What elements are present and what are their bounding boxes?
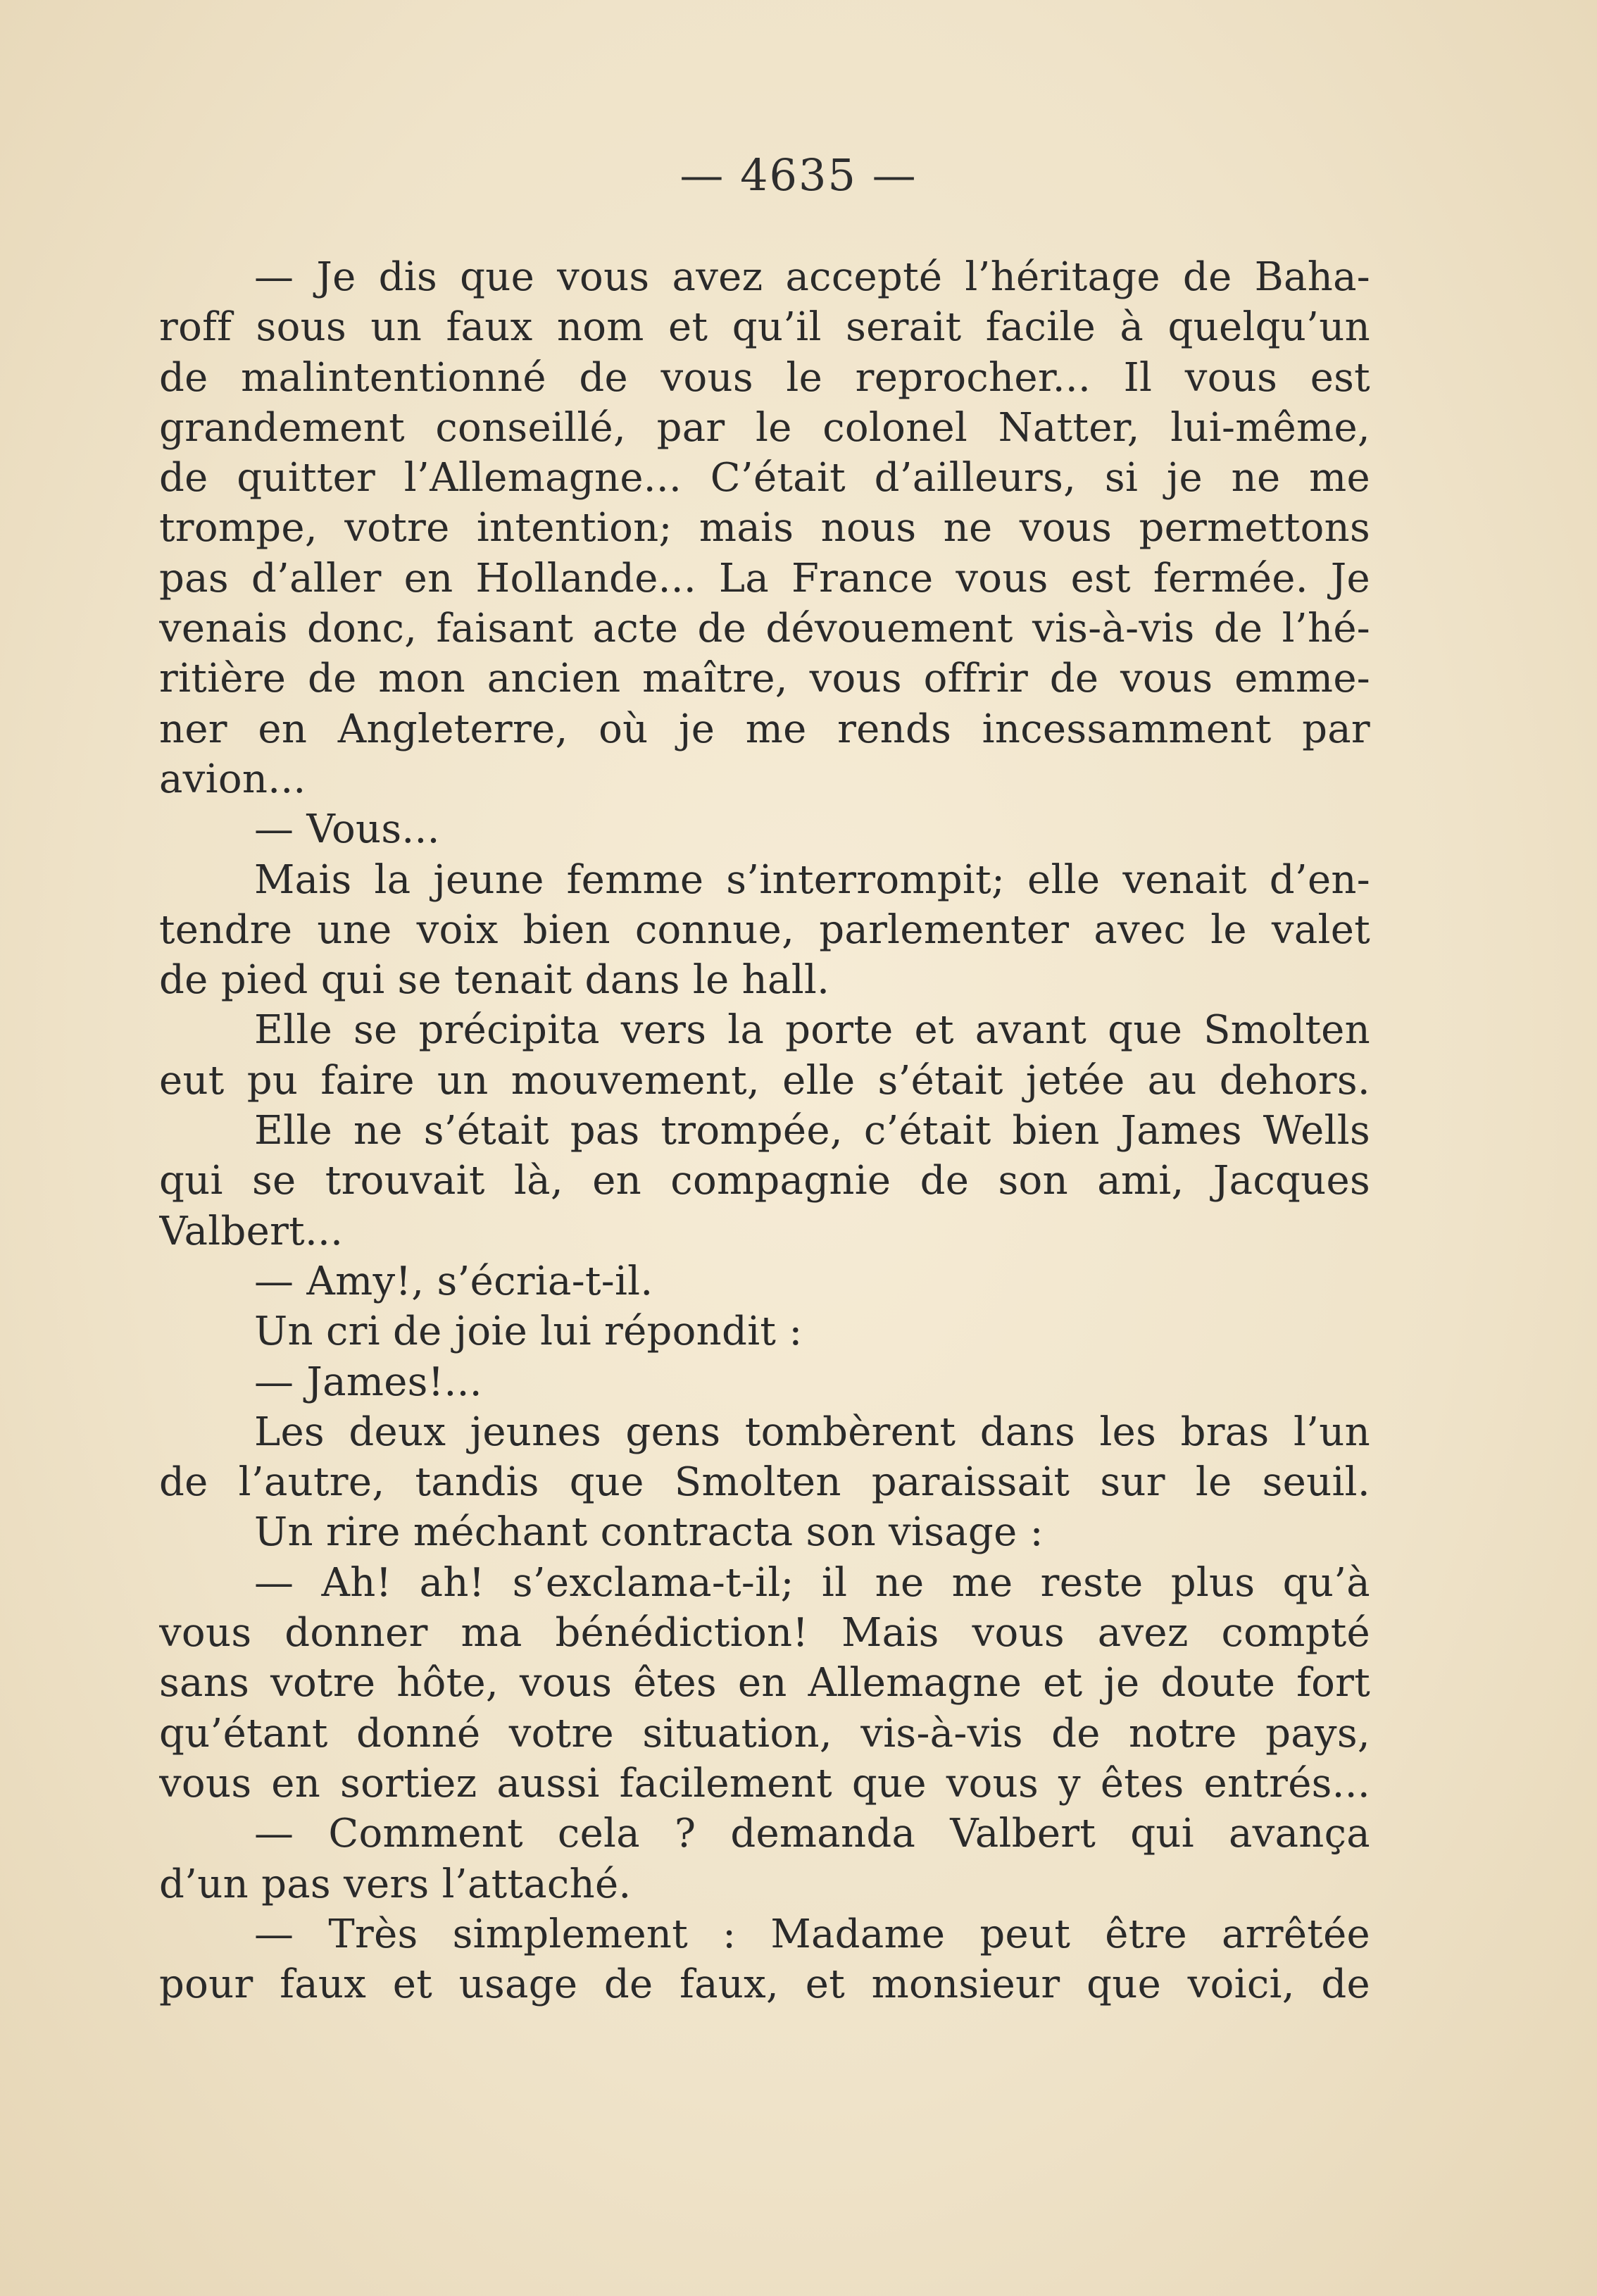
- text-line: — James!...: [254, 1359, 482, 1405]
- text-line: qu’étant donné votre situation, vis-à-vis de notre pays,: [159, 1710, 1370, 1757]
- text-line: Les deux jeunes gens tombèrent dans les bras l’un: [254, 1409, 1370, 1455]
- text-line: eut pu faire un mouvement, elle s’était jetée au dehors.: [159, 1057, 1370, 1104]
- text-line: pour faux et usage de faux, et monsieur que voici, de: [159, 1961, 1370, 2008]
- text-line: pas d’aller en Hollande... La France vous est fermée. Je: [159, 555, 1370, 601]
- text-line: — Ah! ah! s’exclama-t-il; il ne me reste plus qu’à: [254, 1559, 1370, 1606]
- text-line: avion...: [159, 756, 306, 802]
- text-line: Valbert...: [159, 1208, 344, 1254]
- text-line: qui se trouvait là, en compagnie de son ami, Jacques: [159, 1158, 1370, 1204]
- text-line: de malintentionné de vous le reprocher... Il vous est: [159, 354, 1370, 401]
- text-line: de l’autre, tandis que Smolten paraissait sur le seuil.: [159, 1459, 1370, 1506]
- text-line: trompe, votre intention; mais nous ne vous permettons: [159, 505, 1370, 551]
- text-line: Elle se précipita vers la porte et avant que Smolten: [254, 1007, 1370, 1054]
- text-line: d’un pas vers l’attaché.: [159, 1861, 632, 1907]
- text-line: vous donner ma bénédiction! Mais vous avez compté: [159, 1610, 1370, 1657]
- text-line: roff sous un faux nom et qu’il serait facile à quelqu’un: [159, 304, 1370, 351]
- text-line: ritière de mon ancien maître, vous offrir de vous emme-: [159, 656, 1370, 702]
- text-line: venais donc, faisant acte de dévouement vis-à-vis de l’hé-: [159, 606, 1370, 652]
- text-line: ner en Angleterre, où je me rends incessamment par: [159, 706, 1370, 752]
- text-line: de pied qui se tenait dans le hall.: [159, 957, 830, 1004]
- text-line: vous en sortiez aussi facilement que vous y êtes entrés...: [159, 1760, 1370, 1807]
- text-line: — Comment cela ? demanda Valbert qui avança: [254, 1811, 1370, 1857]
- text-line: tendre une voix bien connue, parlementer avec le valet: [159, 906, 1370, 953]
- text-line: grandement conseillé, par le colonel Natter, lui-même,: [159, 404, 1370, 451]
- text-line: de quitter l’Allemagne... C’était d’ailleurs, si je ne me: [159, 455, 1370, 501]
- text-line: — Je dis que vous avez accepté l’héritage de Baha-: [254, 254, 1370, 300]
- text-line: Un cri de joie lui répondit :: [254, 1309, 803, 1355]
- text-line: sans votre hôte, vous êtes en Allemagne et je doute fort: [159, 1660, 1370, 1707]
- page-number: — 4635 —: [679, 149, 918, 201]
- text-line: Un rire méchant contracta son visage :: [254, 1509, 1044, 1556]
- text-line: — Très simplement : Madame peut être arrêtée: [254, 1911, 1370, 1957]
- text-line: Elle ne s’était pas trompée, c’était bien James Wells: [254, 1108, 1370, 1154]
- body-text: [159, 252, 1370, 2009]
- text-line: — Amy!, s’écria-t-il.: [254, 1258, 653, 1304]
- text-line: Mais la jeune femme s’interrompit; elle venait d’en-: [254, 856, 1370, 903]
- text-line: — Vous...: [254, 806, 440, 853]
